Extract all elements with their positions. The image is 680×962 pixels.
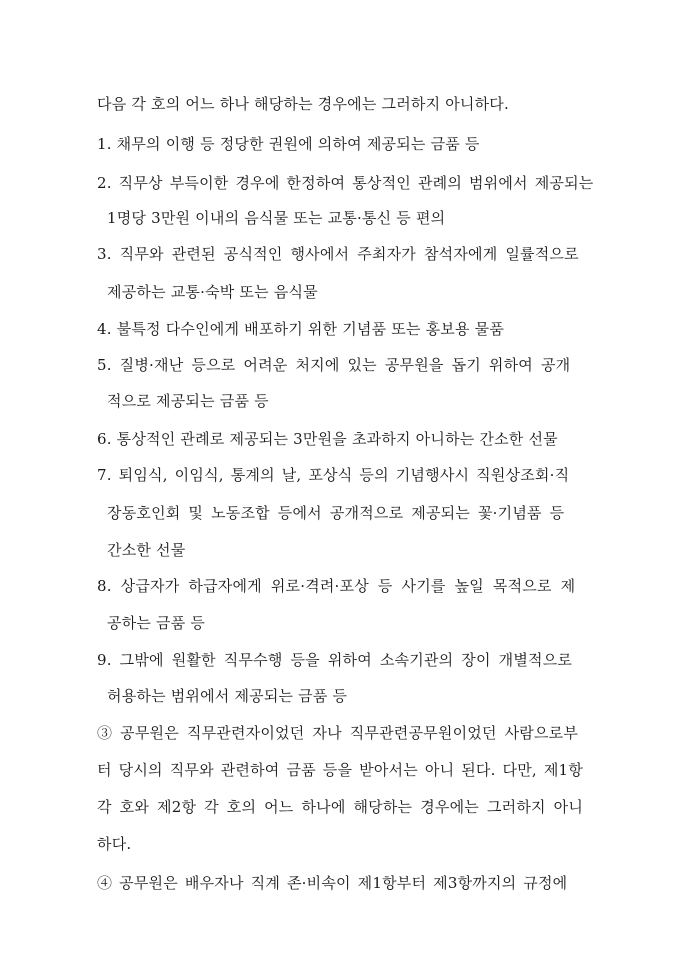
- paragraph-3-continued: 터 당시의 직무와 관련하여 금품 등을 받아서는 아니 된다. 다만, 제1항: [97, 761, 583, 779]
- intro-line: 다음 각 호의 어느 하나 해당하는 경우에는 그러하지 아니하다.: [97, 95, 509, 113]
- list-item-7-continued: 장동호인회 및 노동조합 등에서 공개적으로 제공되는 꽃·기념품 등: [107, 504, 565, 522]
- list-item-1: 1. 채무의 이행 등 정당한 권원에 의하여 제공되는 금품 등: [97, 135, 480, 153]
- list-item-9-continued: 허용하는 범위에서 제공되는 금품 등: [107, 687, 348, 705]
- paragraph-4: ④ 공무원은 배우자나 직계 존·비속이 제1항부터 제3항까지의 규정에: [97, 874, 568, 892]
- list-item-2: 2. 직무상 부득이한 경우에 한정하여 통상적인 관례의 범위에서 제공되는: [97, 174, 594, 192]
- list-item-9: 9. 그밖에 원활한 직무수행 등을 위하여 소속기관의 장이 개별적으로: [97, 651, 573, 669]
- list-item-5: 5. 질병·재난 등으로 어려운 처지에 있는 공무원을 돕기 위하여 공개: [97, 356, 571, 374]
- list-item-7: 7. 퇴임식, 이임식, 통계의 날, 포상식 등의 기념행사시 직원상조회·직: [97, 466, 570, 484]
- list-item-2-continued: 1명당 3만원 이내의 음식물 또는 교통·통신 등 편의: [107, 209, 446, 227]
- paragraph-3: ③ 공무원은 직무관련자이었던 자나 직무관련공무원이었던 사람으로부: [97, 724, 579, 742]
- list-item-5-continued: 적으로 제공되는 금품 등: [107, 392, 269, 410]
- list-item-8: 8. 상급자가 하급자에게 위로·격려·포상 등 사기를 높일 목적으로 제: [97, 577, 576, 595]
- list-item-7-continued: 간소한 선물: [107, 541, 186, 559]
- list-item-3-continued: 제공하는 교통·숙박 또는 음식물: [107, 283, 318, 301]
- paragraph-3-continued: 각 호와 제2항 각 호의 어느 하나에 해당하는 경우에는 그러하지 아니: [97, 798, 584, 816]
- list-item-4: 4. 불특정 다수인에게 배포하기 위한 기념품 또는 홍보용 물품: [97, 320, 505, 338]
- list-item-8-continued: 공하는 금품 등: [107, 614, 206, 632]
- list-item-6: 6. 통상적인 관례로 제공되는 3만원을 초과하지 아니하는 간소한 선물: [97, 430, 558, 448]
- paragraph-3-continued: 하다.: [97, 835, 132, 853]
- list-item-3: 3. 직무와 관련된 공식적인 행사에서 주최자가 참석자에게 일률적으로: [97, 245, 579, 263]
